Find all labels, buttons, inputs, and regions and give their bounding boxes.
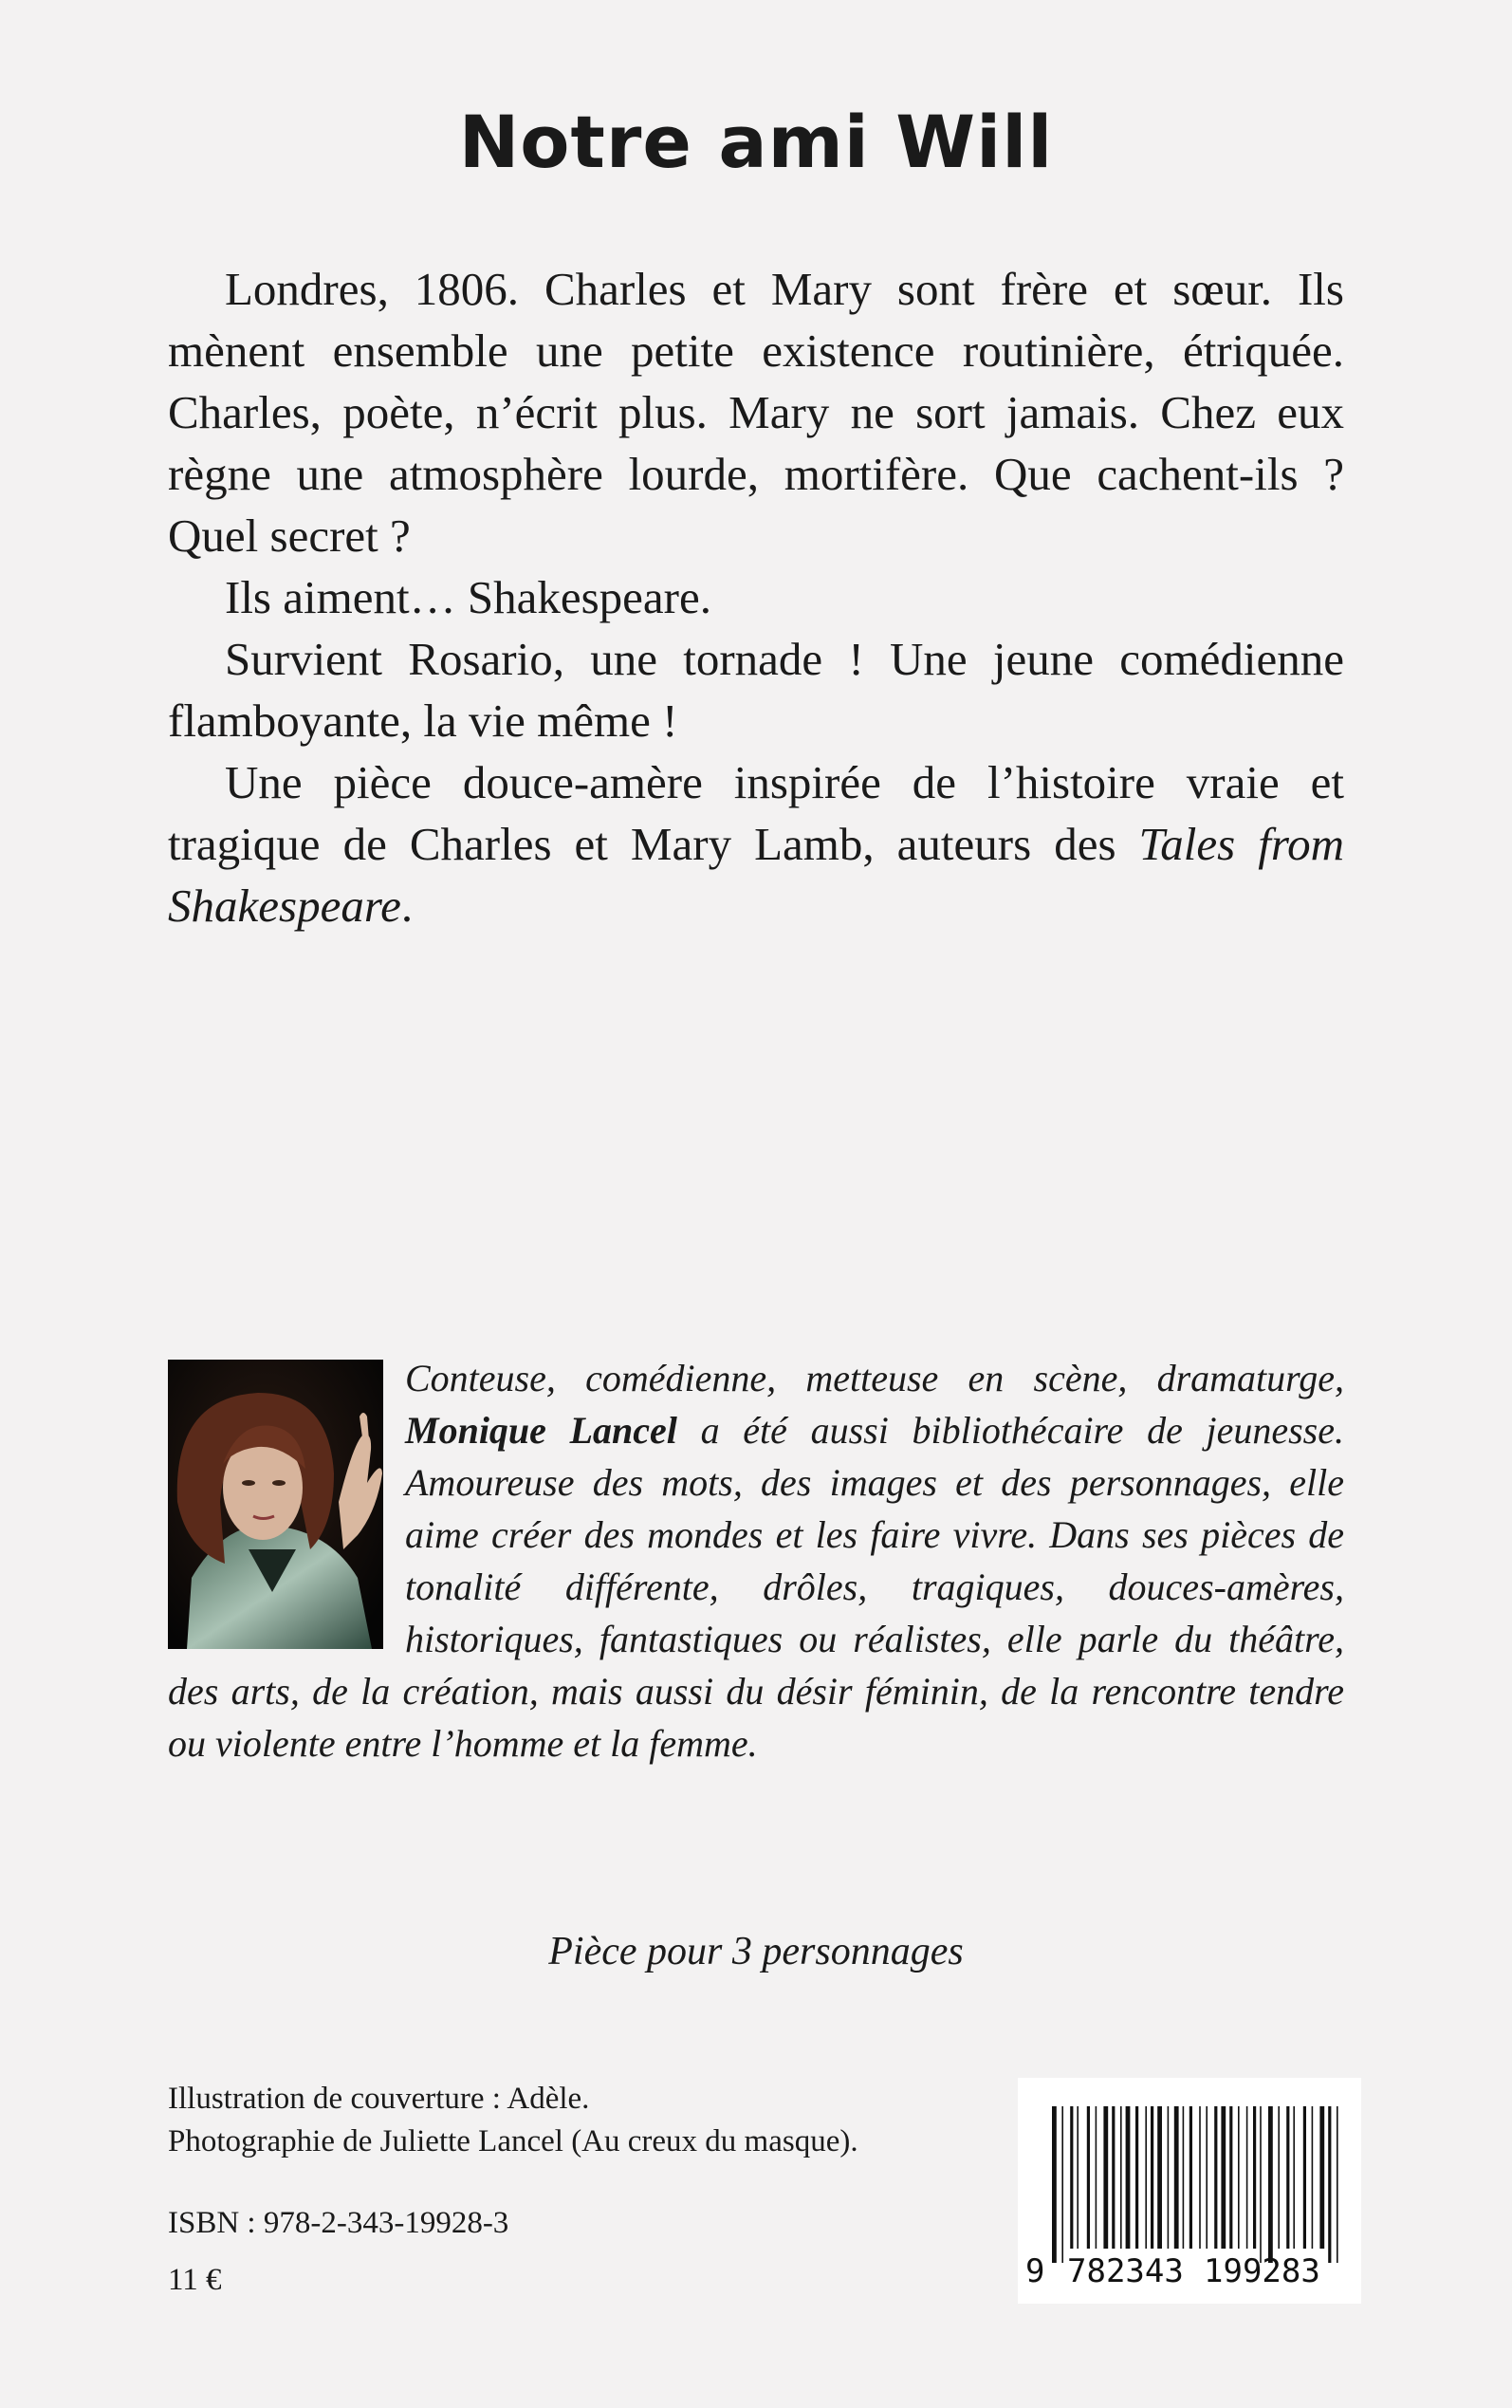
barcode-bar	[1087, 2106, 1090, 2249]
barcode-bar	[1303, 2106, 1306, 2249]
barcode-bar	[1103, 2106, 1108, 2249]
isbn-price-block	[168, 2195, 508, 2308]
barcode-bar	[1070, 2106, 1073, 2249]
barcode-bar	[1189, 2106, 1192, 2249]
photo-credit: Photographie de Juliette Lancel (Au creux du masque).	[168, 2124, 858, 2158]
barcode-digits-left: 782343	[1067, 2252, 1184, 2290]
image-credits	[168, 2078, 908, 2163]
isbn-number: ISBN : 978-2-343-19928-3	[168, 2206, 509, 2240]
barcode-bar	[1061, 2106, 1063, 2263]
price: 11 €	[168, 2263, 222, 2297]
back-cover-blurb	[168, 258, 1344, 936]
barcode-bar	[1328, 2106, 1331, 2263]
barcode-bar	[1214, 2106, 1217, 2249]
barcode-bar	[1268, 2106, 1273, 2263]
barcode-bar	[1337, 2106, 1338, 2263]
barcode-bar	[1229, 2106, 1232, 2249]
barcode-bar	[1199, 2106, 1201, 2249]
bio-intro: Conteuse, comédienne, metteuse en scène, dramaturge,	[405, 1357, 1344, 1399]
blurb-paragraph-2: Ils aiment… Shakespeare.	[225, 571, 711, 623]
barcode-bar	[1174, 2106, 1179, 2249]
barcode-bar	[1151, 2106, 1153, 2249]
barcode-bar	[1278, 2106, 1280, 2249]
barcode-bar	[1157, 2106, 1162, 2249]
barcode-bar	[1246, 2106, 1248, 2249]
barcode-bar	[1253, 2106, 1256, 2249]
barcode-bar	[1238, 2106, 1240, 2249]
barcode-bar	[1183, 2106, 1185, 2249]
blurb-p4-text: Une pièce douce-amère inspirée de l’histoire vraie et tragique de Charles et Mary Lamb, auteurs des	[168, 756, 1344, 870]
barcode-bar	[1293, 2106, 1295, 2249]
blurb-paragraph-3: Survient Rosario, une tornade ! Une jeune comédienne flamboyante, la vie même !	[168, 633, 1344, 747]
barcode-digits-right: 199283	[1204, 2252, 1320, 2290]
blurb-paragraph-4	[168, 751, 1344, 936]
blurb-p4-end: .	[400, 880, 414, 932]
barcode-bar	[1112, 2106, 1115, 2249]
barcode-bar	[1120, 2106, 1122, 2249]
barcode-bars	[1052, 2106, 1338, 2263]
illustration-credit: Illustration de couverture : Adèle.	[168, 2082, 590, 2116]
barcode-bar	[1286, 2106, 1289, 2249]
barcode	[1018, 2078, 1361, 2304]
bio-body: a été aussi bibliothécaire de jeunesse. Amoureuse des mots, des images et des personnages, elle aime créer des mondes et les faire vivre. Dans ses pièces de tonalité différente, drôles, tragiques, douces-amères, historiques, fantastiques ou réalistes, elle parle du théâtre, des arts, de la création, mais aussi du désir féminin, de la rencontre tendre ou violente entre l’homme et la femme.	[168, 1409, 1345, 1765]
barcode-bar	[1126, 2106, 1131, 2249]
barcode-bar	[1168, 2106, 1170, 2249]
cast-note: Pièce pour 3 personnages	[548, 1930, 964, 1973]
barcode-bar	[1312, 2106, 1314, 2249]
book-title: Notre ami Will	[458, 100, 1054, 184]
barcode-bar	[1145, 2106, 1147, 2249]
barcode-bar	[1096, 2106, 1097, 2249]
author-biography	[168, 1352, 1344, 1769]
barcode-bar	[1260, 2106, 1262, 2263]
author-name: Monique Lancel	[405, 1409, 677, 1452]
barcode-image	[1018, 2078, 1361, 2304]
barcode-bar	[1052, 2106, 1057, 2263]
barcode-bar	[1077, 2106, 1079, 2249]
barcode-bar	[1319, 2106, 1324, 2249]
barcode-bar	[1206, 2106, 1208, 2249]
blurb-paragraph-1: Londres, 1806. Charles et Mary sont frère et sœur. Ils mènent ensemble une petite existence routinière, étriquée. Charles, poète, n’écrit plus. Mary ne sort jamais. Chez eux règne une atmosphère lourde, mortifère. Que cachent-ils ? Quel secret ?	[168, 263, 1344, 562]
barcode-bar	[1135, 2106, 1138, 2249]
photo-spacer	[168, 1352, 405, 1658]
blurb-book-reference: Tales from Shakespeare	[168, 818, 1345, 932]
barcode-digit-prefix: 9	[1025, 2252, 1045, 2290]
barcode-bar	[1221, 2106, 1226, 2249]
